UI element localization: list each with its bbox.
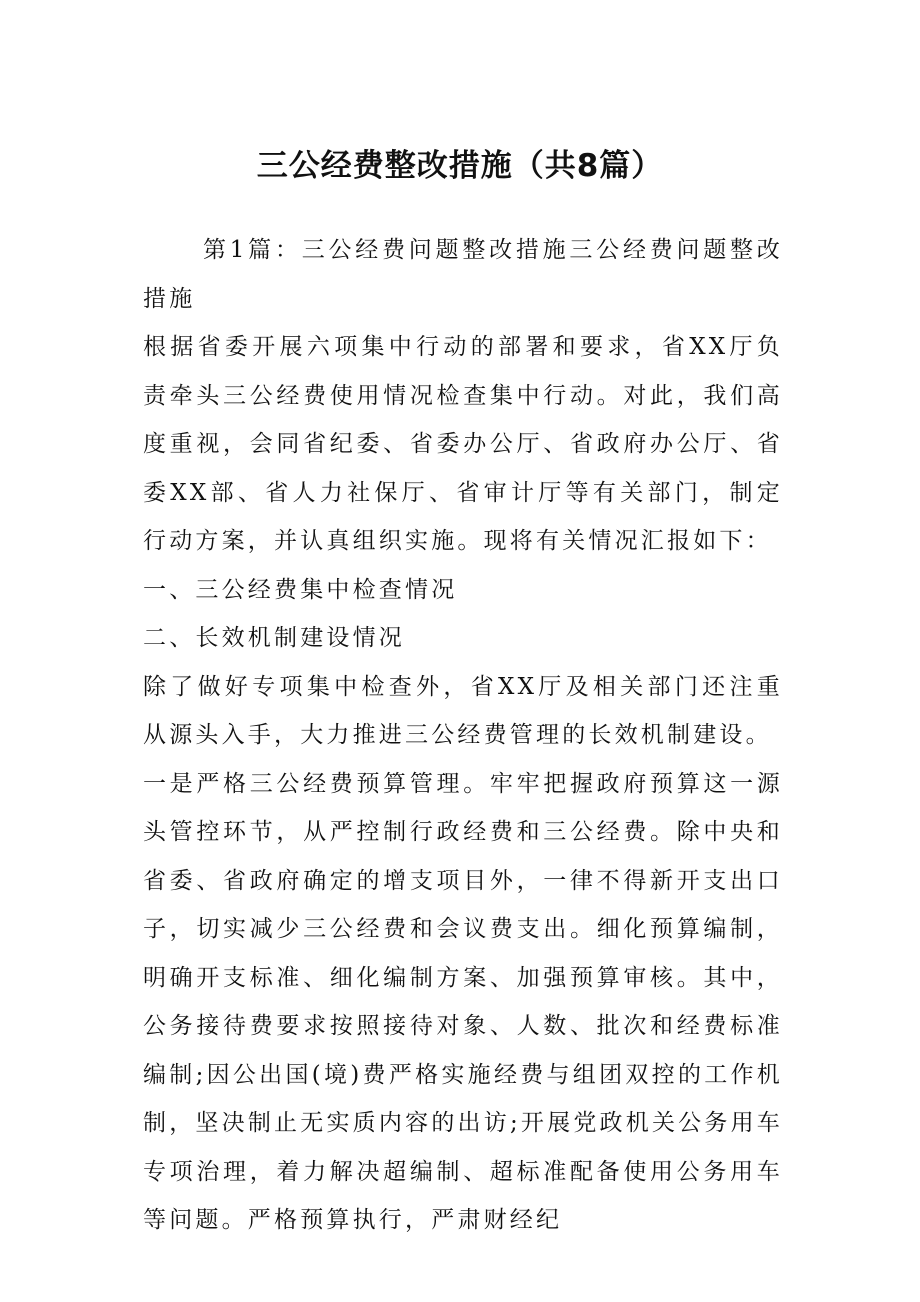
document-body [143,226,783,1245]
body-paragraph: 根据省委开展六项集中行动的部署和要求，省XX厅负责牵头三公经费使用情况检查集中行动。对此，我们高度重视，会同省纪委、省委办公厅、省政府办公厅、省委XX部、省人力社保厅、省审计厅等有关部门，制定行动方案，并认真组织实施。现将有关情况汇报如下： [143,334,783,554]
list-heading-paragraph: 一、三公经费集中检查情况 [143,576,458,603]
section-heading-paragraph: 第1篇：三公经费问题整改措施三公经费问题整改措施 [143,237,783,312]
list-heading-paragraph: 二、长效机制建设情况 [143,625,405,651]
body-paragraph: 一是严格三公经费预算管理。牢牢把握政府预算这一源头管控环节，从严控制行政经费和三公经费。除中央和省委、省政府确定的增支项目外，一律不得新开支出口子，切实减少三公经费和会议费支出。细化预算编制，明确开支标准、细化编制方案、加强预算审核。其中，公务接待费要求按照接待对象、人数、批次和经费标准编制;因公出国(境)费严格实施经费与组团双控的工作机制，坚决制止无实质内容的出访;开展党政机关公务用车专项治理，着力解决超编制、超标准配备使用公务用车等问题。严格预算执行，严肃财经纪 [143,770,783,1233]
document-title: 三公经费整改措施（共8篇） [256,148,664,184]
body-paragraph: 除了做好专项集中检查外，省XX厅及相关部门还注重从源头入手，大力推进三公经费管理的长效机制建设。 [143,673,783,748]
